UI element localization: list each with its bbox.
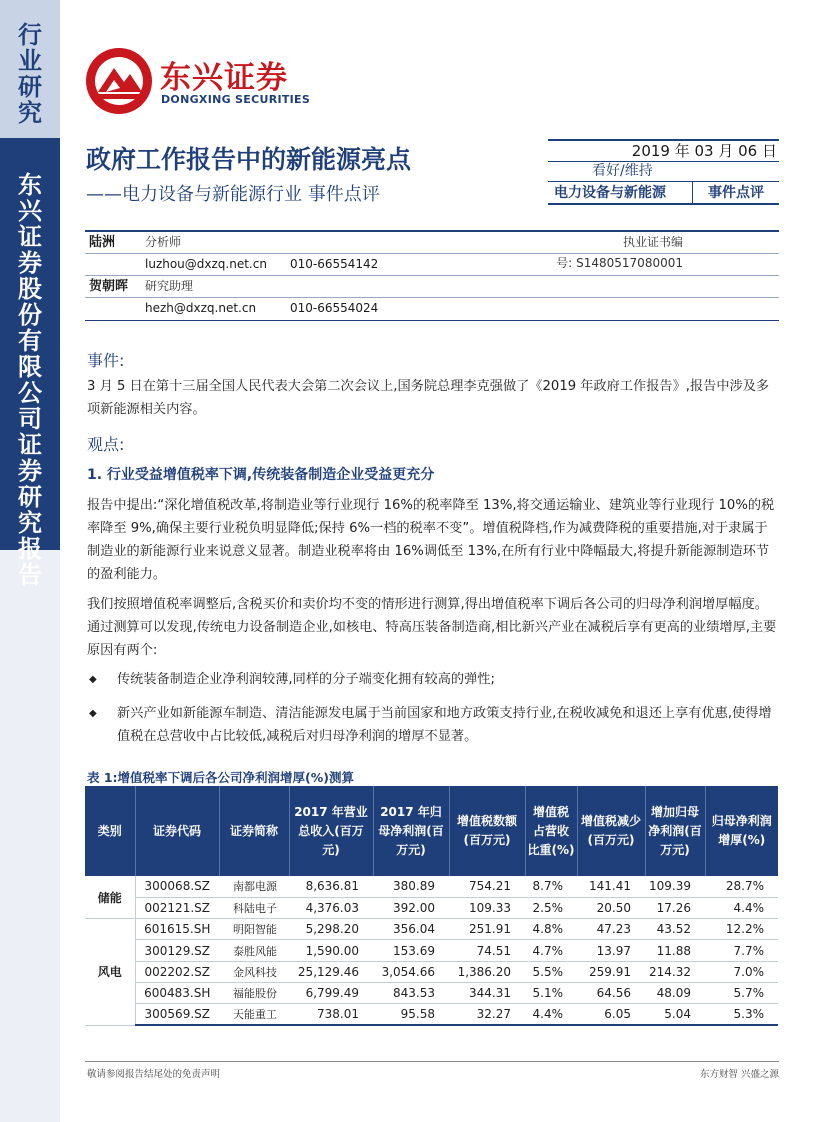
- value-cell: 843.53: [373, 982, 449, 1003]
- name-cell: 福能股份: [219, 982, 289, 1003]
- logo-icon: [84, 46, 154, 116]
- value-cell: 4.4%: [525, 1004, 577, 1025]
- analyst-role: 研究助理: [145, 279, 194, 293]
- name-cell: 科陆电子: [219, 897, 289, 918]
- value-cell: 153.69: [373, 940, 449, 961]
- value-cell: 7.0%: [705, 961, 778, 982]
- data-table: [85, 786, 778, 1026]
- value-cell: 5,298.20: [289, 919, 373, 940]
- value-cell: 8.7%: [525, 876, 577, 897]
- value-cell: 12.2%: [705, 919, 778, 940]
- bullet-item-2: [87, 702, 777, 748]
- value-cell: 13.97: [577, 940, 645, 961]
- event-heading: 事件:: [87, 351, 125, 370]
- rating: 看好/维持: [548, 161, 779, 181]
- footer-disclaimer: 敬请参阅报告结尾处的免责声明: [87, 1069, 221, 1080]
- analyst-phone: 010-66554024: [290, 301, 379, 315]
- report-info-box: [548, 139, 779, 205]
- value-cell: 141.41: [577, 876, 645, 897]
- value-cell: 5.7%: [705, 982, 778, 1003]
- value-cell: 11.88: [645, 940, 705, 961]
- cert-label: 执业证书编号:: [556, 235, 683, 270]
- report-date: 2019 年 03 月 06 日: [548, 139, 779, 161]
- analyst-role: 分析师: [145, 235, 182, 249]
- table-title: 表 1:增值税率下调后各公司净利润增厚(%)测算: [87, 770, 354, 785]
- code-cell: 601615.SH: [135, 919, 219, 940]
- name-cell: 南都电源: [219, 876, 289, 897]
- value-cell: 5.1%: [525, 982, 577, 1003]
- value-cell: 3,054.66: [373, 961, 449, 982]
- value-cell: 4.4%: [705, 897, 778, 918]
- value-cell: 251.91: [449, 919, 525, 940]
- table-row: [85, 982, 778, 1003]
- analyst-contact-row: [85, 298, 779, 320]
- table-header-row: [85, 786, 778, 876]
- views-para-1: 报告中提出:“深化增值税改革,将制造业等行业现行 16%的税率降至 13%,将交通运输业、建筑业等行业现行 10%的税率降至 9%,确保主要行业税负明显降低;保持 6%一档的税率不变”。增值税降档,作为减费降税的重要措施,对于隶属于制造业的新能源行业来说意义显著。制造业税率将由 16%调低至 13%,在所有行业中降幅最大,将提升新能源制造环节的盈利能力。: [87, 498, 775, 582]
- footer-divider: [85, 1061, 779, 1062]
- code-cell: 300569.SZ: [135, 1004, 219, 1025]
- table-row: [85, 961, 778, 982]
- value-cell: 74.51: [449, 940, 525, 961]
- value-cell: 738.01: [289, 1004, 373, 1025]
- col-header: 增加归母净利润(百万元): [645, 786, 705, 876]
- name-cell: 金风科技: [219, 961, 289, 982]
- value-cell: 17.26: [645, 897, 705, 918]
- sidebar-rest-band: [0, 550, 60, 1122]
- sidebar-bottom-label: 东兴证券股份有限公司证券研究报告: [18, 171, 42, 589]
- views-para-2: 我们按照增值税率调整后,含税买价和卖价均不变的情形进行测算,得出增值税率下调后各公司的归母净利润增厚幅度。通过测算可以发现,传统电力设备制造企业,如核电、特高压装备制造商,相比新兴产业在减税后享有更高的业绩增厚,主要原因有两个:: [87, 597, 777, 658]
- value-cell: 380.89: [373, 876, 449, 897]
- value-cell: 64.56: [577, 982, 645, 1003]
- value-cell: 95.58: [373, 1004, 449, 1025]
- value-cell: 5.04: [645, 1004, 705, 1025]
- value-cell: 32.27: [449, 1004, 525, 1025]
- analyst-name: 陆洲: [89, 235, 116, 250]
- name-cell: 天能重工: [219, 1004, 289, 1025]
- page-title: 政府工作报告中的新能源亮点: [86, 145, 412, 174]
- table-row: [85, 876, 778, 897]
- analyst-phone: 010-66554142: [290, 257, 379, 271]
- value-cell: 5.5%: [525, 961, 577, 982]
- cert-number: S1480517080001: [576, 256, 683, 270]
- category-cell: 储能: [85, 876, 135, 919]
- value-cell: 25,129.46: [289, 961, 373, 982]
- footer-slogan: 东方财智 兴盛之源: [699, 1069, 779, 1080]
- value-cell: 356.04: [373, 919, 449, 940]
- value-cell: 48.09: [645, 982, 705, 1003]
- industry-tag: 电力设备与新能源: [548, 182, 693, 203]
- value-cell: 2.5%: [525, 897, 577, 918]
- section-heading-1: 1. 行业受益增值税率下调,传统装备制造企业受益更充分: [87, 467, 435, 483]
- bullet-text: 新兴产业如新能源车制造、清洁能源发电属于当前国家和地方政策支持行业,在税收减免和退还上享有优惠,使得增值税在总营收中占比较低,减税后对归母净利润的增厚不显著。: [117, 706, 772, 744]
- bullet-text: 传统装备制造企业净利润较薄,同样的分子端变化拥有较高的弹性;: [117, 672, 495, 687]
- category-cell: 风电: [85, 919, 135, 1025]
- event-text: 3 月 5 日在第十三届全国人民代表大会第二次会议上,国务院总理李克强做了《2019 年政府工作报告》,报告中涉及多项新能源相关内容。: [87, 379, 770, 417]
- analyst-email[interactable]: luzhou@dxzq.net.cn: [145, 257, 267, 271]
- bullet-icon: ◆: [89, 708, 97, 719]
- bullet-item-1: [87, 668, 777, 691]
- col-header: 2017 年营业总收入(百万元): [289, 786, 373, 876]
- col-header: 增值税数额(百万元): [449, 786, 525, 876]
- col-header: 增值税占营收比重(%): [525, 786, 577, 876]
- col-header: 增值税减少(百万元): [577, 786, 645, 876]
- table-row: [85, 1004, 778, 1025]
- col-header: 类别: [85, 786, 135, 876]
- logo-cn-text: 东兴证券: [160, 60, 288, 96]
- analyst-table: [85, 230, 779, 321]
- value-cell: 109.33: [449, 897, 525, 918]
- col-header: 2017 年归母净利润(百万元): [373, 786, 449, 876]
- value-cell: 4.7%: [525, 940, 577, 961]
- value-cell: 344.31: [449, 982, 525, 1003]
- col-header: 证券简称: [219, 786, 289, 876]
- value-cell: 109.39: [645, 876, 705, 897]
- value-cell: 392.00: [373, 897, 449, 918]
- logo-en-text: DONGXING SECURITIES: [161, 93, 311, 106]
- analyst-name: 贺朝晖: [89, 279, 129, 294]
- value-cell: 20.50: [577, 897, 645, 918]
- value-cell: 6.05: [577, 1004, 645, 1025]
- code-cell: 300068.SZ: [135, 876, 219, 897]
- col-header: 归母净利润增厚(%): [705, 786, 778, 876]
- analyst-email[interactable]: hezh@dxzq.net.cn: [145, 301, 257, 315]
- col-header: 证券代码: [135, 786, 219, 876]
- value-cell: 4,376.03: [289, 897, 373, 918]
- views-heading: 观点:: [87, 435, 125, 454]
- analyst-row: [85, 276, 779, 298]
- value-cell: 43.52: [645, 919, 705, 940]
- value-cell: 6,799.49: [289, 982, 373, 1003]
- value-cell: 1,590.00: [289, 940, 373, 961]
- value-cell: 214.32: [645, 961, 705, 982]
- report-tags: [548, 181, 779, 205]
- value-cell: 5.3%: [705, 1004, 778, 1025]
- table-row: [85, 897, 778, 918]
- value-cell: 1,386.20: [449, 961, 525, 982]
- table-row: [85, 919, 778, 940]
- value-cell: 7.7%: [705, 940, 778, 961]
- value-cell: 28.7%: [705, 876, 778, 897]
- value-cell: 4.8%: [525, 919, 577, 940]
- value-cell: 259.91: [577, 961, 645, 982]
- value-cell: 754.21: [449, 876, 525, 897]
- table-row: [85, 940, 778, 961]
- name-cell: 明阳智能: [219, 919, 289, 940]
- bullet-icon: ◆: [89, 674, 97, 685]
- name-cell: 泰胜风能: [219, 940, 289, 961]
- analyst-cert: [519, 232, 779, 270]
- value-cell: 47.23: [577, 919, 645, 940]
- code-cell: 002202.SZ: [135, 961, 219, 982]
- code-cell: 300129.SZ: [135, 940, 219, 961]
- page-subtitle: ——电力设备与新能源行业 事件点评: [86, 184, 380, 205]
- sidebar-top-label: 行业研究: [18, 21, 42, 127]
- code-cell: 002121.SZ: [135, 897, 219, 918]
- value-cell: 8,636.81: [289, 876, 373, 897]
- type-tag: 事件点评: [708, 185, 764, 201]
- code-cell: 600483.SH: [135, 982, 219, 1003]
